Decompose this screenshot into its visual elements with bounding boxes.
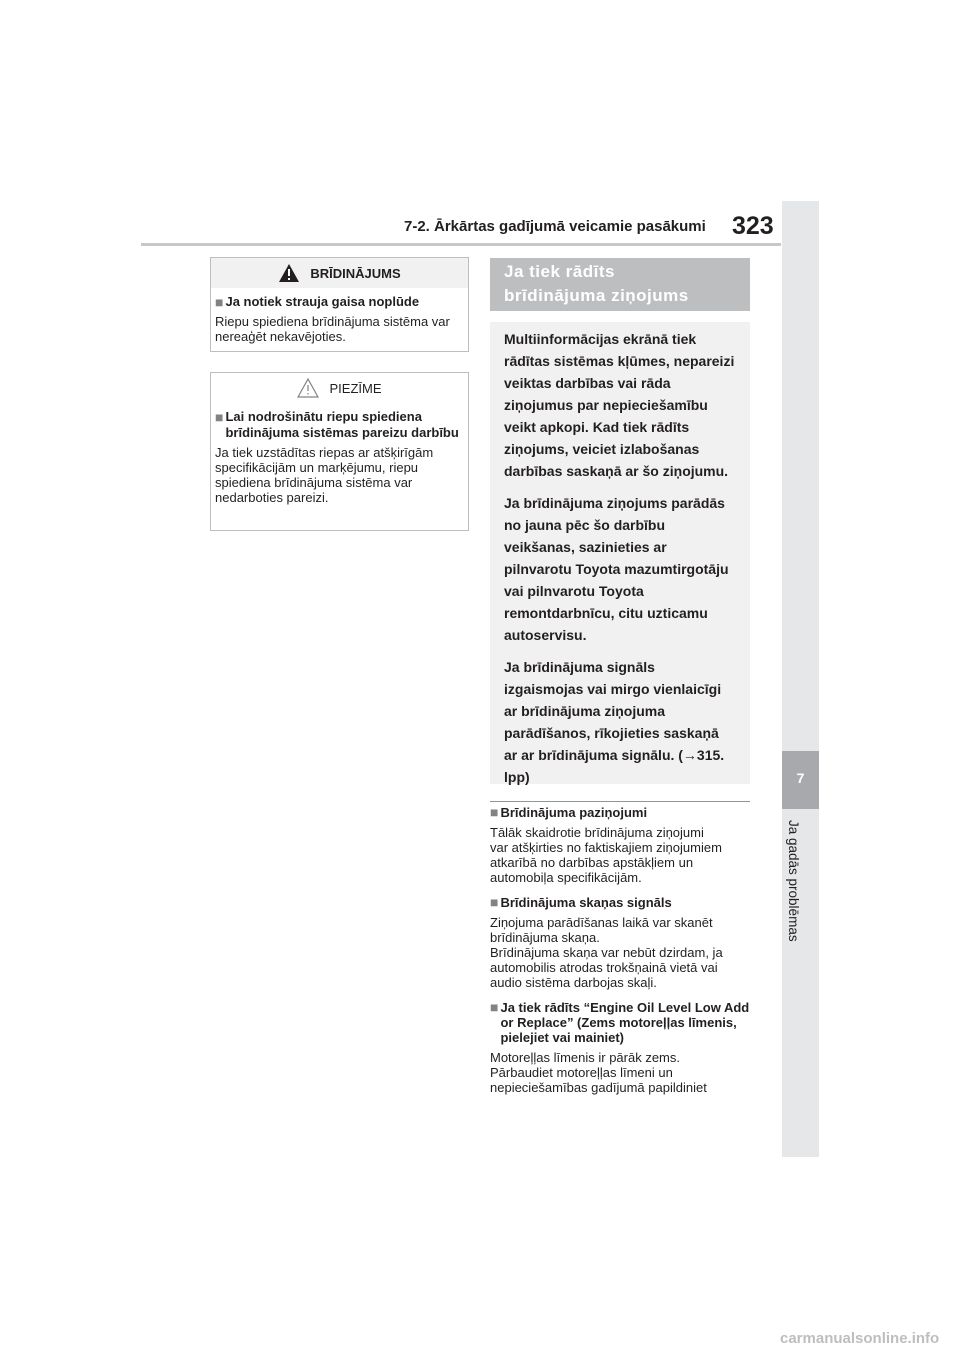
subsection xyxy=(490,895,750,990)
warning-title: BRĪDINĀJUMS xyxy=(310,265,401,281)
note-box-body xyxy=(211,403,468,513)
subsection-title xyxy=(490,805,750,820)
note-title: PIEZĪME xyxy=(329,380,382,396)
warning-box xyxy=(210,257,469,352)
subsection-text: Tālāk skaidrotie brīdinājuma ziņojumi var atšķirties no faktiskajiem ziņojumiem atkarībā no darbības apstākļiem un automobiļa specifikācijām. xyxy=(490,825,722,885)
header-title: 7-2. Ārkārtas gadījumā veicamie pasākumi xyxy=(404,218,706,235)
subsection-title-text: Ja tiek rādīts “Engine Oil Level Low Add or Replace” (Zems motoreļļas līmenis, pielejiet vai mainiet) xyxy=(500,1000,750,1045)
chapter-label: Ja gadās problēmas xyxy=(786,820,801,942)
subsection-title-text: Brīdinājuma skaņas signāls xyxy=(500,895,672,910)
square-bullet-icon: ■ xyxy=(215,409,224,425)
square-bullet-icon: ■ xyxy=(215,294,224,310)
footer-watermark: carmanualsonline.info xyxy=(780,1330,940,1347)
note-box xyxy=(210,372,469,531)
warning-item-title-text: Ja notiek strauja gaisa noplūde xyxy=(225,294,420,309)
square-bullet-icon: ■ xyxy=(490,999,499,1015)
info-box xyxy=(490,322,750,784)
subsection xyxy=(490,1000,750,1095)
subsections xyxy=(490,805,750,1105)
info-paragraph: Ja brīdinājuma ziņojums parādās no jauna pēc šo darbību veikšanas, sazinieties ar pilnvarotu Toyota mazumtirgotāju vai pilnvarotu Toyota remontdarbnīcu, citu uzticamu autoservisu. xyxy=(504,495,729,643)
subsection-title xyxy=(490,1000,750,1045)
warning-item-title xyxy=(215,294,464,310)
section-header xyxy=(490,258,750,311)
section-title-line2: brīdinājuma ziņojums xyxy=(504,286,689,305)
subsection xyxy=(490,805,750,885)
warning-box-header xyxy=(211,258,468,288)
section-title-line1: Ja tiek rādīts xyxy=(504,262,615,281)
warning-triangle-icon xyxy=(278,263,300,283)
note-item-title-text: Lai nodrošinātu riepu spiediena brīdinājuma sistēmas pareizu darbību xyxy=(225,409,459,440)
caution-triangle-outline-icon xyxy=(297,378,319,398)
subsection-text: Motoreļļas līmenis ir pārāk zems. Pārbaudiet motoreļļas līmeni un nepieciešamības gadījumā papildiniet xyxy=(490,1050,707,1095)
warning-box-body xyxy=(211,288,468,352)
note-box-header xyxy=(211,373,468,403)
info-paragraph: Ja brīdinājuma signāls izgaismojas vai mirgo vienlaicīgi ar brīdinājuma ziņojuma parādīšanos, rīkojieties saskaņā ar ar brīdinājuma signālu. (→315. lpp) xyxy=(504,659,725,785)
subsection-title-text: Brīdinājuma paziņojumi xyxy=(500,805,648,820)
header-rule xyxy=(141,243,781,246)
subsection-rule xyxy=(490,801,750,802)
subsection-text: Ziņojuma parādīšanas laikā var skanēt brīdinājuma skaņa. Brīdinājuma skaņa var nebūt dzirdam, ja automobilis atrodas trokšņainā vietā vai audio sistēma darbojas skaļi. xyxy=(490,915,723,990)
chapter-number: 7 xyxy=(796,770,805,786)
info-paragraph: Multiinformācijas ekrānā tiek rādītas sistēmas kļūmes, nepareizi veiktas darbības vai rāda ziņojumus par nepieciešamību veikt apkopi. Kad tiek rādīts ziņojums, veiciet izlabošanas darbības saskaņā ar šo ziņojumu. xyxy=(504,331,735,479)
side-tab xyxy=(782,201,819,1157)
note-item-text: Ja tiek uzstādītas riepas ar atšķirīgām specifikācijām un marķējumu, riepu spiediena brīdinājuma sistēma var nedarboties pareizi. xyxy=(215,445,434,505)
note-item-title xyxy=(215,409,464,441)
square-bullet-icon: ■ xyxy=(490,894,499,910)
page-number: 323 xyxy=(732,212,774,240)
warning-item-text: Riepu spiediena brīdinājuma sistēma var nereaģēt nekavējoties. xyxy=(215,314,450,344)
square-bullet-icon: ■ xyxy=(490,804,499,820)
subsection-title xyxy=(490,895,750,910)
